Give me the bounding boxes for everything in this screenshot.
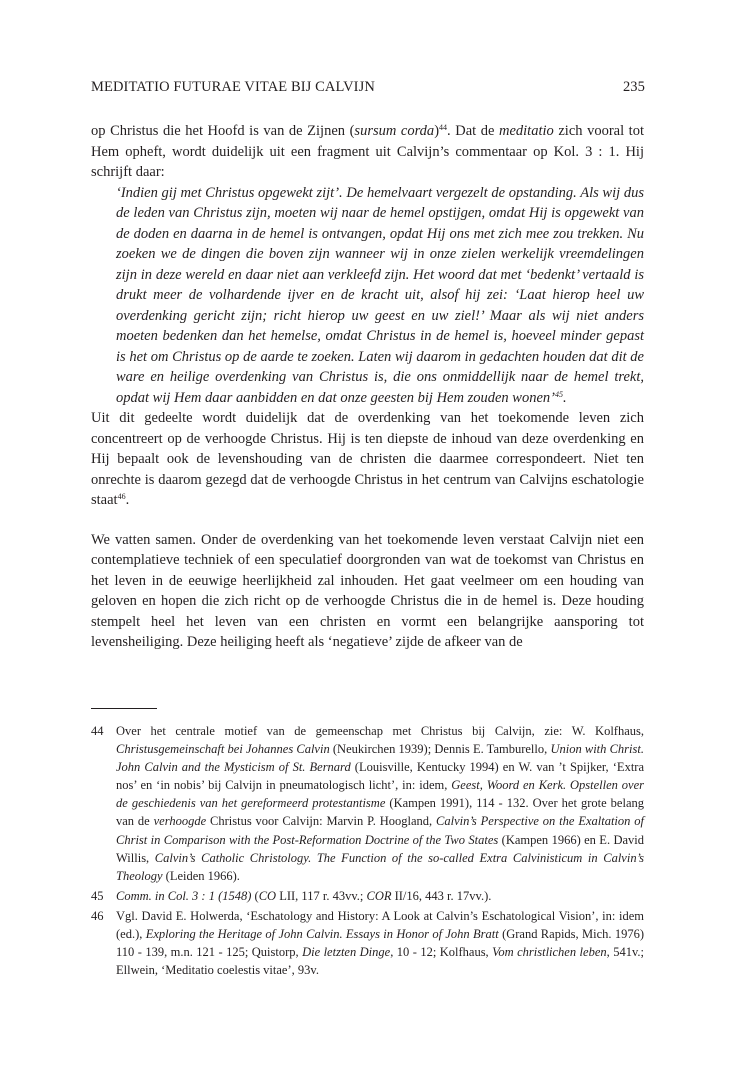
footnote-number: 46: [91, 908, 104, 923]
page-number: 235: [622, 79, 645, 95]
footnote-ref-45: 45: [554, 389, 563, 399]
paragraph-1: op Christus die het Hoofd is van de Zijnen (sursum corda)$^{44}$. Dat de meditatio zich vooral tot Hem opheft, wordt duidelijk uit een fragment uit Calvijn’s commentaar op Kol. 3 : 1. Hij schrijft daar:: [91, 123, 644, 180]
footnote-ref-46: 46: [117, 492, 126, 501]
paragraph-gap: [91, 511, 644, 530]
paragraph-3: We vatten samen. Onder de overdenking van het toekomende leven verstaat Calvijn niet een contemplatieve techniek of een speculatief doorgronden van wat de toekomst van Christus en het leven in de eeuwige heerlijkheid zal inhouden. Het gaat veelmeer om een houding van geloven en hopen die zich richt op de verhoogde Christus die in de hemel is. Deze houding stempelt heel het leven van een christen en vormt een belangrijke aansporing tot levensheiliging. Deze heiliging heeft als ‘negatieve’ zijde de afkeer van de: [91, 531, 644, 650]
footnote-text: Comm. in Col. 3 : 1 (1548) (CO LII, 117 r. 43vv.; COR II/16, 443 r. 17vv.).: [116, 888, 492, 903]
running-header: [91, 79, 645, 101]
footnote-number: 44: [91, 724, 104, 738]
footnote-divider: [91, 708, 157, 709]
footnotes: [91, 722, 644, 981]
paragraph-2: Uit dit gedeelte wordt duidelijk dat de overdenking van het toekomende leven zich concentreert op de verhoogde Christus. Hij is ten diepste de inhoud van deze overdenking en Hij bepaalt ook de levenshouding van de christen die daarmee correspondeert. Niet ten onrechte is daarom gezegd dat de verhoogde Christus in het centrum van Calvijns eschatologie staat$^{46}$.: [91, 410, 644, 508]
footnote-text: Over het centrale motief van de gemeenschap met Christus bij Calvijn, zie: W. Kolfhaus, Christusgemeinschaft bei Johannes Calvin (Neukirchen 1939); Dennis E. Tamburello, Union with Christ. John Calvin and the Mysticism of St. Bernard (Louisville, Kentucky 1994) en W. van ’t Spijker, ‘Extra nos’ en ‘in nobis’ bij Calvijn in pneumatologisch licht’, in: idem, Geest, Woord en Kerk. Opstellen over de geschiedenis van het gereformeerd protestantisme (Kampen 1991), 114 - 132. Over het grote belang van de verhoogde Christus voor Calvijn: Marvin P. Hoogland, Calvin’s Perspective on the Exaltation of Christ in Comparison with the Post-Reformation Doctrine of the Two States (Kampen 1966) en E. David Willis, Calvin’s Catholic Christology. The Function of the so-called Extra Calvinisticum in Calvin’s Theology (Leiden 1966).: [116, 724, 645, 883]
block-quote: ‘Indien gij met Christus opgewekt zijt’. De hemelvaart vergezelt de opstanding. Als wij dus de leden van Christus zijn, moeten wij naar de hemel opstijgen, omdat Hij is opgewekt van de doden en daarna in de hemel is ontvangen, opdat Hij ons met zich mee zou trekken. Nu zoeken we de dingen die boven zijn wanneer wij in onze zielen werkelijk vreemdelingen zijn in deze wereld en daar niet aan verkleefd zijn. Het woord dat met ‘bedenkt’ vertaald is drukt meer de volhardende ijver en de kracht uit, alsof hij zei: ‘Laat hierop heel uw overdenking gericht zijn; richt hierop uw geest en uw ziel!’ Maar als wij niet anders moeten bedenken dan het hemelse, omdat Christus in de hemel is, hoeveel minder gepast is het om Christus op de aarde te zoeken. Laten wij daarom in gedachten houden dat dit de ware en heilige overdenking van Christus is, die ons onmiddellijk naar de hemel trekt, opdat wij Hem daar aanbidden en dat onze geesten bij Hem zouden wonen’$^{45}$.: [116, 184, 644, 406]
footnote-46: [91, 907, 644, 979]
footnote-45: [91, 887, 644, 905]
main-text: [91, 121, 644, 653]
footnote-ref-44: 44: [439, 123, 448, 132]
footnote-number: 45: [91, 888, 104, 903]
footnote-44: [91, 722, 644, 885]
running-title: MEDITATIO FUTURAE VITAE BIJ CALVIJN: [91, 79, 375, 95]
footnote-text: Vgl. David E. Holwerda, ‘Eschatology and History: A Look at Calvin’s Eschatological Vision’, in: idem (ed.), Exploring the Heritage of John Calvin. Essays in Honor of John Bratt (Grand Rapids, Mich. 1976) 110 - 139, m.n. 121 - 125; Quistorp, Die letzten Dinge, 10 - 12; Kolfhaus, Vom christlichen leben, 541v.; Ellwein, ‘Meditatio coelestis vitae’, 93v.: [116, 908, 645, 978]
